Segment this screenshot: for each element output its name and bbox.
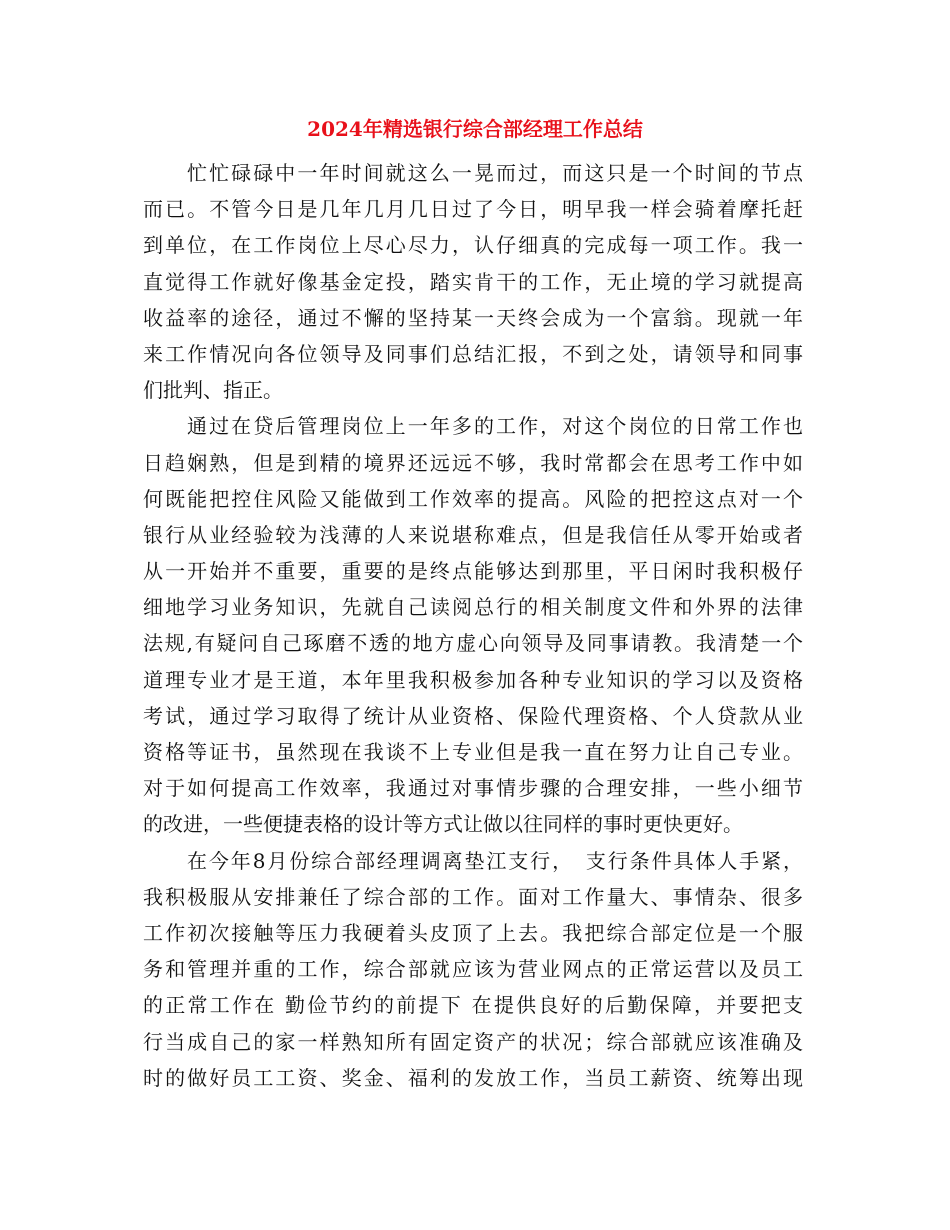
- paragraph-line: 到单位，在工作岗位上尽心尽力，认仔细真的完成每一项工作。我一: [143, 233, 803, 258]
- paragraph-line: 务和管理并重的工作，综合部就应该为营业网点的正常运营以及员工: [143, 957, 803, 982]
- document-title: 2024年精选银行综合部经理工作总结: [307, 117, 643, 141]
- paragraph-line: 忙忙碌碌中一年时间就这么一晃而过，而这只是一个时间的节点: [187, 161, 803, 185]
- paragraph-line: 直觉得工作就好像基金定投，踏实肯干的工作，无止境的学习就提高: [143, 269, 803, 294]
- paragraph-line: 我积极服从安排兼任了综合部的工作。面对工作量大、事情杂、很多: [143, 884, 803, 909]
- paragraph-line: 工作初次接触等压力我硬着头皮顶了上去。我把综合部定位是一个服: [143, 920, 803, 945]
- paragraph-3: [143, 843, 803, 1096]
- paragraph-line: 日趋娴熟，但是到精的境界还远远不够，我时常都会在思考工作中如: [143, 450, 803, 475]
- paragraph-line: 对于如何提高工作效率，我通过对事情步骤的合理安排，一些小细节: [143, 776, 803, 801]
- paragraph-line: 行当成自己的家一样熟知所有固定资产的状况；综合部就应该准确及: [143, 1029, 803, 1054]
- paragraph-2: [143, 408, 803, 842]
- paragraph-1: [143, 155, 803, 408]
- paragraph-line: 道理专业才是王道，本年里我积极参加各种专业知识的学习以及资格: [143, 667, 803, 692]
- paragraph-line: 的改进，一些便捷表格的设计等方式让做以往同样的事时更快更好。: [143, 812, 743, 837]
- paragraph-line: 资格等证书，虽然现在我谈不上专业但是我一直在努力让自己专业。: [143, 740, 803, 764]
- paragraph-line: 法规,有疑问自己琢磨不透的地方虚心向领导及同事请教。我清楚一个: [143, 631, 803, 656]
- paragraph-line: 通过在贷后管理岗位上一年多的工作，对这个岗位的日常工作也: [187, 414, 803, 439]
- paragraph-line: 从一开始并不重要，重要的是终点能够达到那里，平日闲时我积极仔: [143, 559, 803, 584]
- paragraph-line: 考试，通过学习取得了统计从业资格、保险代理资格、个人贷款从业: [143, 703, 803, 728]
- document-body: [143, 155, 803, 1096]
- paragraph-line: 银行从业经验较为浅薄的人来说堪称难点，但是我信任从零开始或者: [143, 522, 803, 547]
- paragraph-line: 细地学习业务知识，先就自己读阅总行的相关制度文件和外界的法律: [143, 595, 803, 620]
- paragraph-line: 而已。不管今日是几年几月几日过了今日，明早我一样会骑着摩托赶: [143, 197, 803, 222]
- paragraph-line: 来工作情况向各位领导及同事们总结汇报，不到之处，请领导和同事: [143, 341, 803, 366]
- paragraph-line: 们批判、指正。: [143, 378, 283, 403]
- paragraph-line: 的正常工作在 勤俭节约的前提下 在提供良好的后勤保障，并要把支: [143, 993, 803, 1018]
- paragraph-line: 收益率的途径，通过不懈的坚持某一天终会成为一个富翁。现就一年: [143, 305, 803, 330]
- paragraph-line: 何既能把控住风险又能做到工作效率的提高。风险的把控这点对一个: [143, 486, 803, 511]
- paragraph-line: 在今年8月份综合部经理调离垫江支行， 支行条件具体人手紧，: [187, 848, 803, 873]
- paragraph-line: 时的做好员工工资、奖金、福利的发放工作，当员工薪资、统筹出现: [143, 1065, 803, 1090]
